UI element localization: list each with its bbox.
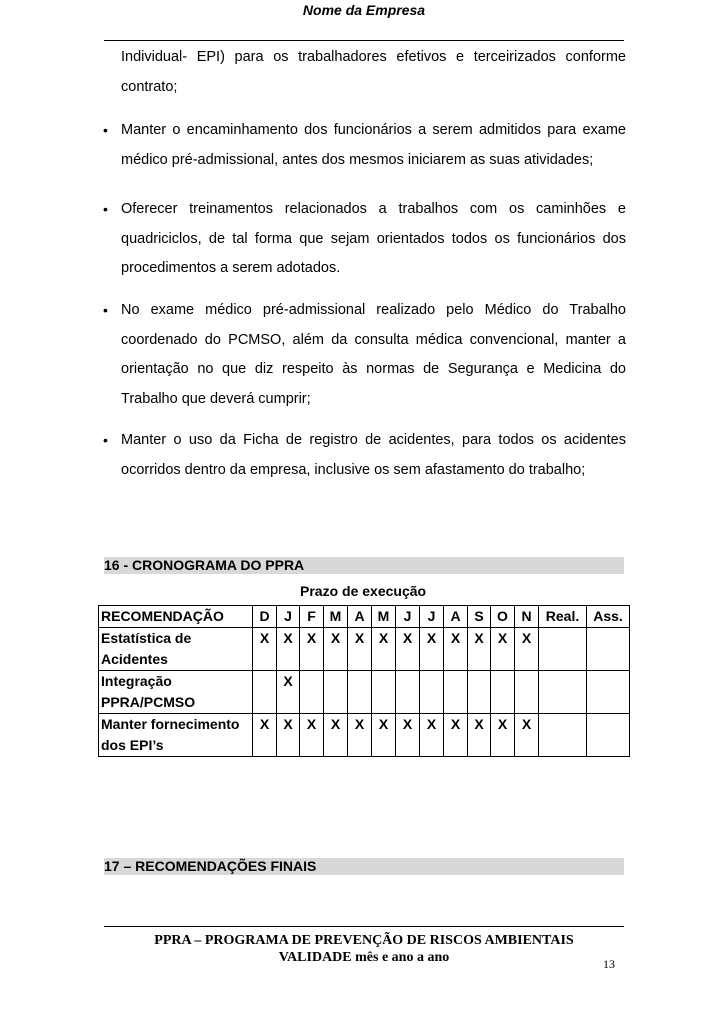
schedule-cell: X <box>324 628 348 671</box>
continuation-paragraph: Individual- EPI) para os trabalhadores efetivos e terceirizados conforme contrato; <box>121 49 626 95</box>
schedule-cell <box>515 671 539 714</box>
schedule-cell: X <box>420 714 444 757</box>
footer-divider <box>104 926 624 927</box>
column-header: J <box>420 606 444 628</box>
bullet-text: Manter o uso da Ficha de registro de acidentes, para todos os acidentes ocorridos dentro da empresa, inclusive os sem afastamento do trabalho; <box>121 432 626 478</box>
bullet-marker: • <box>103 201 108 217</box>
schedule-cell: X <box>515 714 539 757</box>
schedule-cell <box>420 671 444 714</box>
column-header: A <box>444 606 468 628</box>
schedule-cell <box>348 671 372 714</box>
schedule-cell <box>587 671 630 714</box>
bullet-text: Manter o encaminhamento dos funcionários a serem admitidos para exame médico pré-admissional, antes dos mesmos iniciarem as suas atividades; <box>121 122 626 168</box>
table-row <box>99 714 630 757</box>
schedule-cell: X <box>396 628 420 671</box>
schedule-cell <box>539 714 587 757</box>
recommendation-cell: Integração PPRA/PCMSO <box>99 671 253 714</box>
recommendation-cell: Manter fornecimento dos EPI’s <box>99 714 253 757</box>
footer-line-2: VALIDADE mês e ano a ano <box>278 950 450 965</box>
recommendation-cell: Estatística de Acidentes <box>99 628 253 671</box>
page-number: 13 <box>603 957 615 971</box>
column-header: RECOMENDAÇÃO <box>99 606 253 628</box>
schedule-cell: X <box>444 628 468 671</box>
table-header-row <box>99 606 630 628</box>
column-header: Real. <box>539 606 587 628</box>
column-header: N <box>515 606 539 628</box>
section-16-title: 16 - CRONOGRAMA DO PPRA <box>104 557 624 574</box>
bullet-marker: • <box>103 432 108 448</box>
table-row <box>99 671 630 714</box>
page-header <box>104 0 624 41</box>
schedule-cell <box>587 628 630 671</box>
schedule-cell: X <box>253 714 277 757</box>
schedule-cell <box>468 671 491 714</box>
section-17-title: 17 – RECOMENDAÇÕES FINAIS <box>104 858 624 875</box>
schedule-table <box>98 605 630 757</box>
schedule-cell: X <box>324 714 348 757</box>
company-name: Nome da Empresa <box>302 2 426 18</box>
schedule-cell: X <box>420 628 444 671</box>
schedule-cell <box>539 628 587 671</box>
column-header: J <box>396 606 420 628</box>
schedule-cell: X <box>253 628 277 671</box>
schedule-cell <box>539 671 587 714</box>
schedule-cell: X <box>348 714 372 757</box>
schedule-cell: X <box>468 628 491 671</box>
schedule-cell: X <box>444 714 468 757</box>
schedule-cell: X <box>277 671 300 714</box>
schedule-cell: X <box>468 714 491 757</box>
schedule-cell: X <box>491 714 515 757</box>
schedule-cell <box>444 671 468 714</box>
page-footer <box>104 932 624 966</box>
schedule-cell: X <box>491 628 515 671</box>
schedule-cell: X <box>515 628 539 671</box>
column-header: D <box>253 606 277 628</box>
column-header: O <box>491 606 515 628</box>
bullet-marker: • <box>103 302 108 318</box>
schedule-cell: X <box>372 628 396 671</box>
schedule-cell <box>372 671 396 714</box>
column-header: J <box>277 606 300 628</box>
schedule-cell <box>491 671 515 714</box>
schedule-cell <box>396 671 420 714</box>
schedule-cell <box>587 714 630 757</box>
schedule-cell <box>253 671 277 714</box>
schedule-cell: X <box>348 628 372 671</box>
column-header: Ass. <box>587 606 630 628</box>
schedule-cell: X <box>277 714 300 757</box>
column-header: M <box>324 606 348 628</box>
bullet-text: Oferecer treinamentos relacionados a trabalhos com os caminhões e quadriciclos, de tal forma que sejam orientados todos os funcionários dos procedimentos a serem adotados. <box>121 201 626 276</box>
table-row <box>99 628 630 671</box>
schedule-cell <box>300 671 324 714</box>
column-header: S <box>468 606 491 628</box>
bullet-text: No exame médico pré-admissional realizado pelo Médico do Trabalho coordenado do PCMSO, além da consulta médica convencional, manter a orientação no que diz respeito às normas de Segurança e Medicina do Trabalho que deverá cumprir; <box>121 302 626 407</box>
schedule-cell: X <box>277 628 300 671</box>
schedule-cell: X <box>396 714 420 757</box>
column-header: A <box>348 606 372 628</box>
schedule-cell: X <box>300 714 324 757</box>
column-header: M <box>372 606 396 628</box>
schedule-cell: X <box>300 628 324 671</box>
prazo-label: Prazo de execução <box>300 583 427 599</box>
schedule-cell: X <box>372 714 396 757</box>
column-header: F <box>300 606 324 628</box>
footer-line-1: PPRA – PROGRAMA DE PREVENÇÃO DE RISCOS AMBIENTAIS <box>154 933 574 948</box>
schedule-cell <box>324 671 348 714</box>
bullet-marker: • <box>103 122 108 138</box>
